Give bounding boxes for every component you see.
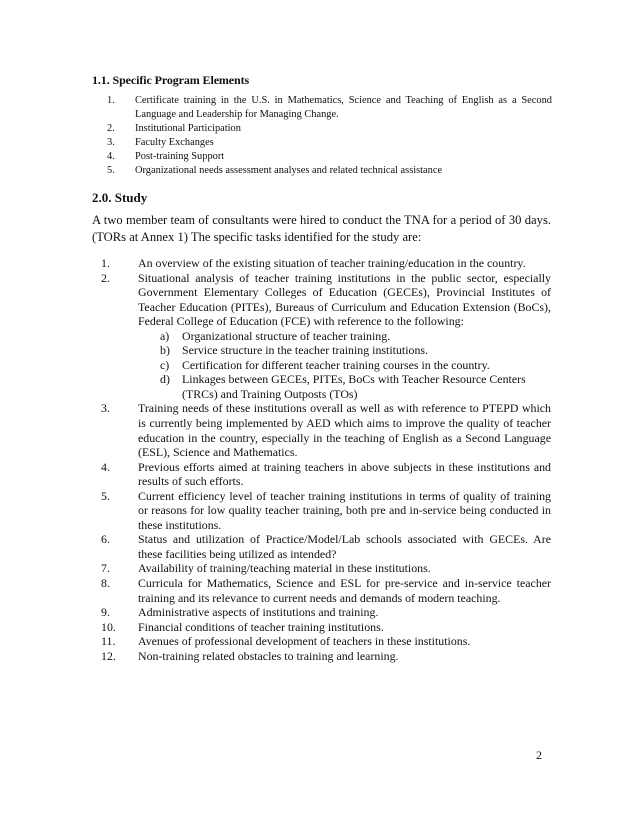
item-text: Curricula for Mathematics, Science and ESL for pre-service and in-service teacher training and its relevance to current needs and demands of modern teaching. xyxy=(138,576,551,605)
item-text: Availability of training/teaching material in these institutions. xyxy=(138,561,431,576)
item-number: 1. xyxy=(107,95,115,106)
item-text: Avenues of professional development of teachers in these institutions. xyxy=(138,634,471,649)
item-number: 4. xyxy=(107,151,115,162)
item-text: An overview of the existing situation of teacher training/education in the country. xyxy=(138,256,526,270)
sub-item-letter: a) xyxy=(160,328,170,343)
list-item xyxy=(92,164,552,178)
sub-item-text: Certification for different teacher training courses in the country. xyxy=(182,357,490,372)
study-tasks-list xyxy=(92,256,551,663)
section-program-elements xyxy=(92,72,552,178)
item-text: Financial conditions of teacher training institutions. xyxy=(138,619,384,634)
list-item xyxy=(92,532,551,561)
item-number: 4. xyxy=(101,459,110,474)
item-number: 3. xyxy=(101,401,110,416)
list-item xyxy=(92,271,551,402)
section-heading: 2.0. Study xyxy=(92,190,148,205)
sub-list-item xyxy=(156,372,551,401)
list-item xyxy=(92,122,552,136)
item-number: 1. xyxy=(101,256,110,270)
item-text: Administrative aspects of institutions and training. xyxy=(138,605,379,620)
sub-item-letter: d) xyxy=(160,372,170,387)
section-heading: 1.1. Specific Program Elements xyxy=(92,73,250,87)
page-number: 2 xyxy=(536,748,542,762)
intro-paragraph: A two member team of consultants were hired to conduct the TNA for a period of 30 days. (TORs at Annex 1) The specific tasks identified for the study are: xyxy=(92,213,551,244)
list-item xyxy=(92,649,551,664)
list-item xyxy=(92,401,551,459)
item-number: 5. xyxy=(107,165,115,176)
list-item xyxy=(92,620,551,635)
list-item xyxy=(92,256,551,271)
item-text: Non-training related obstacles to training and learning. xyxy=(138,648,399,663)
item-number: 3. xyxy=(107,137,115,148)
sub-item-text: Service structure in the teacher training institutions. xyxy=(182,343,428,358)
program-elements-list xyxy=(92,94,552,178)
sub-item-text: Linkages between GECEs, PITEs, BoCs with Teacher Resource Centers (TRCs) and Training Outposts (TOs) xyxy=(182,372,526,401)
list-item xyxy=(92,634,551,649)
item-text: Post-training Support xyxy=(135,151,225,162)
item-number: 2. xyxy=(101,270,110,285)
item-number: 6. xyxy=(101,532,110,547)
item-text: Status and utilization of Practice/Model/Lab schools associated with GECEs. Are these facilities being utilized as intended? xyxy=(138,532,551,561)
item-text: Faculty Exchanges xyxy=(135,137,214,148)
item-number: 8. xyxy=(101,576,110,591)
list-item xyxy=(92,150,552,164)
item-text: Current efficiency level of teacher training institutions in terms of quality of training or reasons for low quality teacher training, both pre and in-service being conducted in these institutions. xyxy=(138,488,551,532)
sub-item-letter: c) xyxy=(160,357,170,372)
item-text: Institutional Participation xyxy=(135,123,241,134)
list-item xyxy=(92,94,552,122)
list-item xyxy=(92,460,551,489)
item-number: 5. xyxy=(101,488,110,503)
sub-list-item xyxy=(156,343,551,358)
item-number: 11. xyxy=(101,634,116,649)
sub-list-item xyxy=(156,329,551,344)
item-text: Training needs of these institutions overall as well as with reference to PTEPD which is currently being implemented by AED which aims to improve the quality of teacher education in the country, especially in the teaching of English as a Second Language (ESL), Science and Mathematics. xyxy=(138,401,551,460)
list-item xyxy=(92,576,551,605)
list-item xyxy=(92,136,552,150)
sub-list xyxy=(138,329,551,402)
item-number: 12. xyxy=(101,648,116,663)
sub-item-text: Organizational structure of teacher training. xyxy=(182,328,391,343)
sub-list-item xyxy=(156,358,551,373)
item-number: 9. xyxy=(101,605,110,620)
sub-item-letter: b) xyxy=(160,343,170,358)
item-number: 10. xyxy=(101,619,116,634)
item-number: 7. xyxy=(101,561,110,576)
section-study xyxy=(92,189,551,663)
item-text: Certificate training in the U.S. in Mathematics, Science and Teaching of English as a Second Language and Leadership for Managing Change. xyxy=(135,95,552,120)
item-number: 2. xyxy=(107,123,115,134)
item-text: Situational analysis of teacher training institutions in the public sector, especially Government Elementary Colleges of Education (GECEs), Provincial Institutes of Teacher Education (PITEs), Bureaus of Curriculum and Education Extension (BoCs), Federal College of Education (FCE) with reference to the following: xyxy=(138,270,551,329)
list-item xyxy=(92,489,551,533)
item-text: Previous efforts aimed at training teachers in above subjects in these institutions and results of such efforts. xyxy=(138,459,551,489)
list-item xyxy=(92,561,551,576)
list-item xyxy=(92,605,551,620)
item-text: Organizational needs assessment analyses and related technical assistance xyxy=(135,165,443,176)
